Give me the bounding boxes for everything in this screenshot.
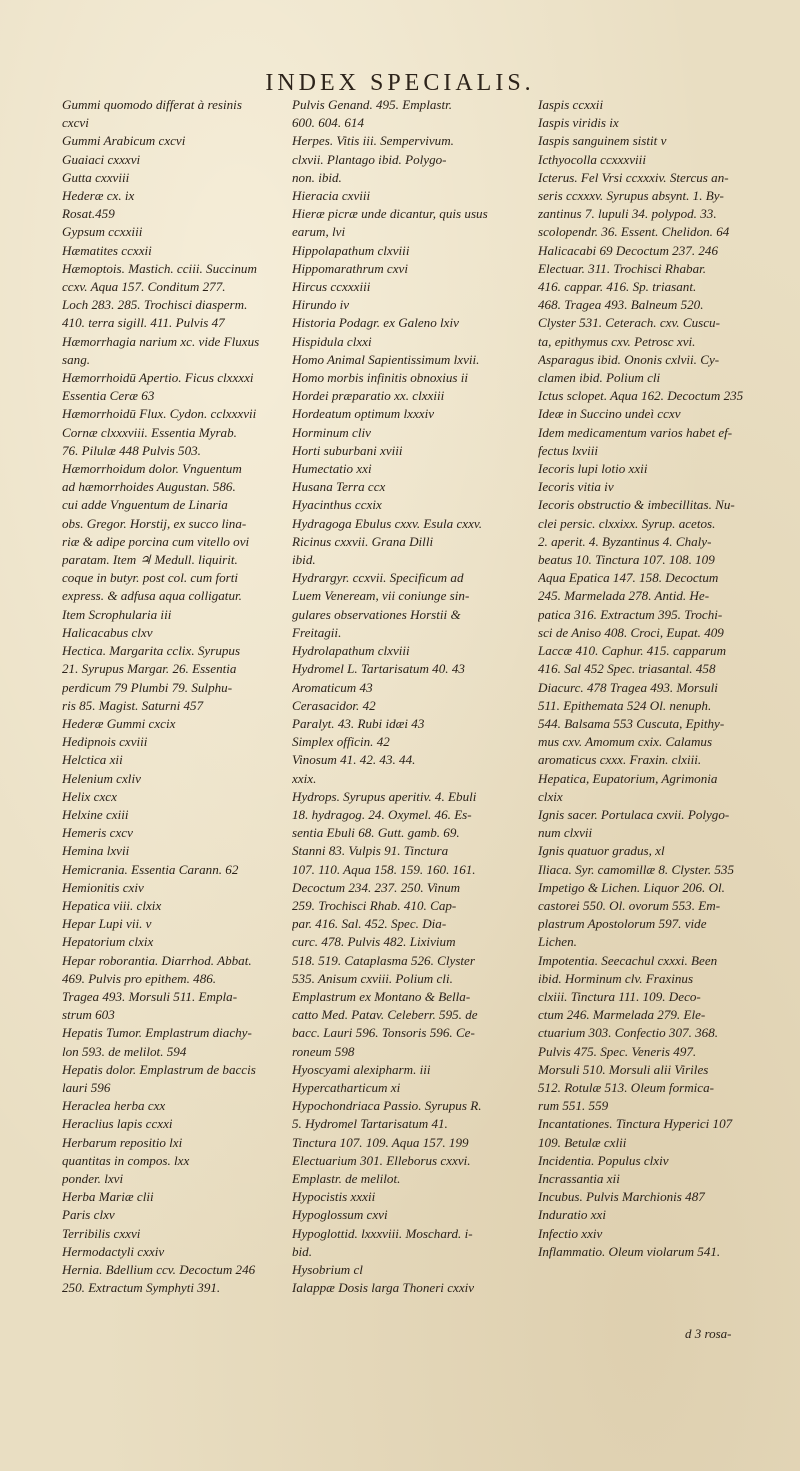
index-line: Luem Veneream, vii coniunge sin- <box>292 588 470 604</box>
index-line: Paris clxv <box>62 1207 115 1223</box>
index-line: Helix cxcx <box>62 788 117 804</box>
index-line: Hemionitis cxiv <box>62 879 144 895</box>
index-line: 511. Epithemata 524 Ol. nenuph. <box>538 697 712 713</box>
index-line: Diacurc. 478 Tragea 493. Morsuli <box>538 679 718 695</box>
index-line: Hispidula clxxi <box>292 333 372 349</box>
index-line: Hernia. Bdellium ccv. Decoctum 246 <box>62 1262 256 1277</box>
index-line: Hedipnois cxviii <box>62 734 148 750</box>
index-line: Hordeatum optimum lxxxiv <box>292 406 435 422</box>
index-line: Inflammatio. Oleum violarum 541. <box>538 1243 721 1259</box>
page-header: INDEX SPECIALIS. <box>265 70 535 96</box>
index-line: par. 416. Sal. 452. Spec. Dia- <box>292 916 447 932</box>
index-line: Hypercatharticum xi <box>292 1079 401 1095</box>
index-line: clxix <box>538 788 563 804</box>
index-line: Helenium cxliv <box>62 770 141 786</box>
index-line: 544. Balsama 553 Cuscuta, Epithy- <box>538 715 725 731</box>
index-line: Hæmorrhoidū Apertio. Ficus clxxxxi <box>62 370 254 386</box>
index-line: Iaspis ccxxii <box>538 97 604 112</box>
index-line: Paralyt. 43. Rubi idæi 43 <box>292 715 425 731</box>
index-column-2 <box>292 96 538 1297</box>
index-line: Hemicrania. Essentia Carann. 62 <box>62 861 239 877</box>
index-line: Hydragoga Ebulus cxxv. Esula cxxv. <box>292 515 483 531</box>
index-line: 2. aperit. 4. Byzantinus 4. Chaly- <box>538 533 712 549</box>
index-line: Tragea 493. Morsuli 511. Empla- <box>62 988 238 1004</box>
index-line: Cornæ clxxxviii. Essentia Myrab. <box>62 424 237 440</box>
index-line: Infectio xxiv <box>538 1225 603 1241</box>
index-line: clxiii. Tinctura 111. 109. Deco- <box>538 988 701 1004</box>
index-line: Halicacabi 69 Decoctum 237. 246 <box>538 242 719 258</box>
index-line: Hemina lxvii <box>62 843 130 859</box>
index-line: 107. 110. Aqua 158. 159. 160. 161. <box>292 861 476 877</box>
index-line: ibid. <box>292 552 316 568</box>
index-line: roneum 598 <box>292 1043 355 1059</box>
index-line: Hypocistis xxxii <box>292 1189 376 1205</box>
index-line: Electuar. 311. Trochisci Rhabar. <box>538 260 707 276</box>
index-line: Hermodactyli cxxiv <box>62 1243 165 1259</box>
index-line: 535. Anisum cxviii. Polium cli. <box>292 970 453 986</box>
index-line: Halicacabus clxv <box>62 624 153 640</box>
index-line: Homo Animal Sapientissimum lxvii. <box>292 351 480 367</box>
index-line: Rosat.459 <box>62 206 115 222</box>
index-line: 512. Rotulæ 513. Oleum formica- <box>538 1079 715 1095</box>
index-line: Iliaca. Syr. camomillæ 8. Clyster. 535 <box>538 861 735 877</box>
index-line: Lichen. <box>538 934 577 950</box>
index-line: Hydromel L. Tartarisatum 40. 43 <box>292 661 465 677</box>
index-line: clxvii. Plantago ibid. Polygo- <box>292 151 447 167</box>
index-line: Ialappæ Dosis larga Thoneri cxxiv <box>292 1280 475 1296</box>
index-line: non. ibid. <box>292 169 342 185</box>
index-line: Hepatis Tumor. Emplastrum diachy- <box>62 1025 252 1041</box>
index-line: Heraclius lapis ccxxi <box>62 1116 173 1132</box>
index-line: Hieracia cxviii <box>292 188 371 204</box>
index-line: 416. cappar. 416. Sp. triasant. <box>538 279 697 295</box>
index-line: Herba Mariæ clii <box>62 1189 154 1205</box>
index-line: Hederæ cx. ix <box>62 188 135 204</box>
index-line: 245. Marmelada 278. Antid. He- <box>538 588 710 604</box>
index-line: Hircus ccxxxiii <box>292 279 371 295</box>
index-line: Historia Podagr. ex Galeno lxiv <box>292 315 459 331</box>
index-line: Hepar roborantia. Diarrhod. Abbat. <box>62 952 252 968</box>
index-line: Cerasacidor. 42 <box>292 697 376 713</box>
index-line: Decoctum 234. 237. 250. Vinum <box>292 879 461 895</box>
index-line: Emplastr. de melilot. <box>292 1170 401 1186</box>
index-line: plastrum Apostolorum 597. vide <box>538 916 707 932</box>
index-line: obs. Gregor. Horstij, ex succo lina- <box>62 515 247 531</box>
index-line: seris ccxxxv. Syrupus absynt. 1. By- <box>538 188 724 204</box>
index-line: aromaticus cxxx. Fraxin. clxiii. <box>538 752 702 768</box>
index-line: ibid. Horminum clv. Fraxinus <box>538 970 694 986</box>
index-line: Ideæ in Succino undeì ccxv <box>538 406 681 422</box>
index-line: Humectatio xxi <box>292 461 372 477</box>
index-line: beatus 10. Tinctura 107. 108. 109 <box>538 552 715 568</box>
index-line: patica 316. Extractum 395. Trochi- <box>538 606 723 622</box>
index-line: 21. Syrupus Margar. 26. Essentia <box>62 661 237 677</box>
index-line: Hectica. Margarita cclix. Syrupus <box>62 643 241 659</box>
index-line: Hydrolapathum clxviii <box>292 643 410 659</box>
index-line: Hordei præparatio xx. clxxiii <box>292 388 445 404</box>
index-line: Induratio xxi <box>538 1207 607 1223</box>
index-line: 109. Betulæ cxlii <box>538 1134 627 1150</box>
index-line: Terribilis cxxvi <box>62 1225 141 1241</box>
index-line: Impetigo & Lichen. Liquor 206. Ol. <box>538 879 725 895</box>
index-line: Impotentia. Seecachul cxxxi. Been <box>538 952 718 968</box>
index-line: Hæmoptois. Mastich. cciii. Succinum <box>62 260 257 276</box>
index-line: Hypochondriaca Passio. Syrupus R. <box>292 1098 482 1114</box>
index-line: Iecoris vitia iv <box>538 479 614 495</box>
index-line: Essentia Ceræ 63 <box>62 388 155 404</box>
index-line: Icthyocolla ccxxxviii <box>538 151 646 167</box>
index-line: clamen ibid. Polium cli <box>538 370 661 386</box>
index-line: Laccæ 410. Caphur. 415. capparum <box>538 643 727 659</box>
index-line: Loch 283. 285. Trochisci diasperm. <box>62 297 248 313</box>
index-line: Hæmorrhagia narium xc. vide Fluxus <box>62 333 260 349</box>
index-line: Iaspis sanguinem sistit v <box>538 133 667 149</box>
index-line: 600. 604. 614 <box>292 115 365 131</box>
index-line: Iecoris obstructio & imbecillitas. Nu- <box>538 497 735 513</box>
index-line: cxcvi <box>62 115 89 131</box>
index-line: Gummi Arabicum cxcvi <box>62 133 186 149</box>
index-line: xxix. <box>292 770 317 786</box>
index-line: Vinosum 41. 42. 43. 44. <box>292 752 416 768</box>
index-line: Hippolapathum clxviii <box>292 242 410 258</box>
index-line: Herbarum repositio lxi <box>62 1134 183 1150</box>
index-line: Hypoglottid. lxxxviii. Moschard. i- <box>292 1225 473 1241</box>
index-line: ponder. lxvi <box>62 1170 124 1186</box>
index-line: 259. Trochisci Rhab. 410. Cap- <box>292 897 457 913</box>
index-line: 416. Sal 452 Spec. triasantal. 458 <box>538 661 716 677</box>
index-line: Ricinus cxxvii. Grana Dilli <box>292 533 434 549</box>
index-line: ris 85. Magist. Saturni 457 <box>62 697 204 713</box>
index-line: Horti suburbani xviii <box>292 442 403 458</box>
index-line: ctum 246. Marmelada 279. Ele- <box>538 1007 706 1023</box>
index-line: Icterus. Fel Vrsi ccxxxiv. Stercus an- <box>538 169 729 185</box>
index-line: Clyster 531. Ceterach. cxv. Cuscu- <box>538 315 720 331</box>
index-line: Gypsum ccxxiii <box>62 224 143 240</box>
index-line: sentia Ebuli 68. Gutt. gamb. 69. <box>292 825 460 841</box>
index-line: Idem medicamentum varios habet ef- <box>538 424 733 440</box>
index-line: Hydrargyr. ccxvii. Specificum ad <box>292 570 464 586</box>
index-line: Ignis quatuor gradus, xl <box>538 843 665 859</box>
index-line: Hepatica viii. clxix <box>62 897 162 913</box>
index-line: Hyoscyami alexipharm. iii <box>292 1061 431 1077</box>
index-line: sci de Aniso 408. Croci, Eupat. 409 <box>538 624 724 640</box>
index-line: Hirundo iv <box>292 297 350 313</box>
index-line: Item Scrophularia iii <box>62 606 172 622</box>
index-line: Iecoris lupi lotio xxii <box>538 461 648 477</box>
index-line: 250. Extractum Symphyti 391. <box>62 1280 221 1296</box>
index-line: Pulvis Genand. 495. Emplastr. <box>292 97 453 112</box>
index-line: Hydrops. Syrupus aperitiv. 4. Ebuli <box>292 788 477 804</box>
index-line: scolopendr. 36. Essent. Chelidon. 64 <box>538 224 730 240</box>
index-line: Homo morbis infinitis obnoxius ii <box>292 370 469 386</box>
index-line: 410. terra sigill. 411. Pulvis 47 <box>62 315 225 331</box>
index-line: ta, epithymus cxv. Petrosc xvi. <box>538 333 696 349</box>
index-line: Herpes. Vitis iii. Sempervivum. <box>292 133 454 149</box>
index-line: Tinctura 107. 109. Aqua 157. 199 <box>292 1134 469 1150</box>
index-line: Iaspis viridis ix <box>538 115 619 131</box>
index-line: Hæmorrhoidū Flux. Cydon. cclxxxvii <box>62 406 257 422</box>
index-line: Hepatis dolor. Emplastrum de baccis <box>62 1061 256 1077</box>
index-line: express. & adfusa aqua colligatur. <box>62 588 242 604</box>
index-line: Aqua Epatica 147. 158. Decoctum <box>538 570 719 586</box>
index-line: Horminum cliv <box>292 424 371 440</box>
index-line: Simplex officin. 42 <box>292 734 390 750</box>
index-column-3 <box>538 96 766 1261</box>
index-line: zantinus 7. lupuli 34. polypod. 33. <box>538 206 717 222</box>
index-line: 468. Tragea 493. Balneum 520. <box>538 297 704 313</box>
index-line: 469. Pulvis pro epithem. 486. <box>62 970 217 986</box>
index-column-1 <box>62 96 294 1297</box>
index-line: ccxv. Aqua 157. Conditum 277. <box>62 279 226 295</box>
index-line: rum 551. 559 <box>538 1098 609 1114</box>
index-line: Morsuli 510. Morsuli alii Viriles <box>538 1061 709 1077</box>
index-line: Hippomarathrum cxvi <box>292 260 409 276</box>
index-line: Hyacinthus ccxix <box>292 497 382 513</box>
index-line: ctuarium 303. Confectio 307. 368. <box>538 1025 719 1041</box>
index-line: paratam. Item ♃ Medull. liquirit. <box>62 552 238 568</box>
index-line: Ictus sclopet. Aqua 162. Decoctum 235 <box>538 388 744 404</box>
index-line: Electuarium 301. Elleborus cxxvi. <box>292 1152 471 1168</box>
index-line: Incidentia. Populus clxiv <box>538 1152 669 1168</box>
index-line: Husana Terra ccx <box>292 479 386 495</box>
index-line: Helctica xii <box>62 752 123 768</box>
index-line: Pulvis 475. Spec. Veneris 497. <box>538 1043 697 1059</box>
index-line: 5. Hydromel Tartarisatum 41. <box>292 1116 448 1132</box>
index-line: clei persic. clxxixx. Syrup. acetos. <box>538 515 716 531</box>
index-line: Hepatorium clxix <box>62 934 154 950</box>
index-line: riæ & adipe porcina cum vitello ovi <box>62 533 250 549</box>
index-line: Hypoglossum cxvi <box>292 1207 388 1223</box>
index-line: Helxine cxiii <box>62 806 129 822</box>
index-line: 18. hydragog. 24. Oxymel. 46. Es- <box>292 806 472 822</box>
index-line: Hæmorrhoidum dolor. Vnguentum <box>62 461 242 477</box>
index-line: Heraclea herba cxx <box>62 1098 166 1114</box>
index-line: Hæmatites ccxxii <box>62 242 152 258</box>
index-line: Hederæ Gummi cxcix <box>62 715 176 731</box>
index-line: Aromaticum 43 <box>292 679 373 695</box>
index-line: 518. 519. Cataplasma 526. Clyster <box>292 952 475 968</box>
index-line: Incubus. Pulvis Marchionis 487 <box>538 1189 705 1205</box>
index-line: Emplastrum ex Montano & Bella- <box>292 988 471 1004</box>
index-line: num clxvii <box>538 825 593 841</box>
index-line: Stanni 83. Vulpis 91. Tinctura <box>292 843 449 859</box>
index-line: curc. 478. Pulvis 482. Lixivium <box>292 934 456 950</box>
index-line: Gutta cxxviii <box>62 169 130 185</box>
index-line: catto Med. Patav. Celeberr. 595. de <box>292 1007 478 1023</box>
index-line: fectus lxviii <box>538 442 598 458</box>
index-line: mus cxv. Amomum cxix. Calamus <box>538 734 713 750</box>
index-line: coque in butyr. post col. cum forti <box>62 570 239 586</box>
index-line: cui adde Vnguentum de Linaria <box>62 497 228 513</box>
index-line: Gummi quomodo differat à resinis <box>62 97 242 112</box>
index-line: perdicum 79 Plumbi 79. Sulphu- <box>62 679 233 695</box>
index-line: bacc. Lauri 596. Tonsoris 596. Ce- <box>292 1025 475 1041</box>
index-line: sang. <box>62 351 91 367</box>
index-line: Freitagii. <box>292 624 342 640</box>
index-line: Hemeris cxcv <box>62 825 133 841</box>
index-line: ad hæmorrhoides Augustan. 586. <box>62 479 236 495</box>
index-line: lauri 596 <box>62 1079 111 1095</box>
index-line: strum 603 <box>62 1007 115 1023</box>
index-line: lon 593. de melilot. 594 <box>62 1043 187 1059</box>
index-line: earum, lvi <box>292 224 346 240</box>
index-line: Hysobrium cl <box>292 1262 363 1277</box>
index-line: gulares observationes Horstii & <box>292 606 461 622</box>
page-footer-signature: d 3 rosa- <box>685 1326 732 1341</box>
index-line: Hepar Lupi vii. v <box>62 916 152 932</box>
index-line: bid. <box>292 1243 313 1259</box>
index-line: 76. Pilulæ 448 Pulvis 503. <box>62 442 201 458</box>
index-line: Asparagus ibid. Ononis cxlvii. Cy- <box>538 351 720 367</box>
index-line: Incantationes. Tinctura Hyperici 107 <box>538 1116 733 1132</box>
index-line: Ignis sacer. Portulaca cxvii. Polygo- <box>538 806 730 822</box>
index-line: castorei 550. Ol. ovorum 553. Em- <box>538 897 721 913</box>
index-line: Guaiaci cxxxvi <box>62 151 141 167</box>
index-line: quantitas in compos. lxx <box>62 1152 190 1168</box>
index-line: Hieræ picræ unde dicantur, quis usus <box>292 206 488 222</box>
index-line: Incrassantia xii <box>538 1170 620 1186</box>
index-line: Hepatica, Eupatorium, Agrimonia <box>538 770 718 786</box>
